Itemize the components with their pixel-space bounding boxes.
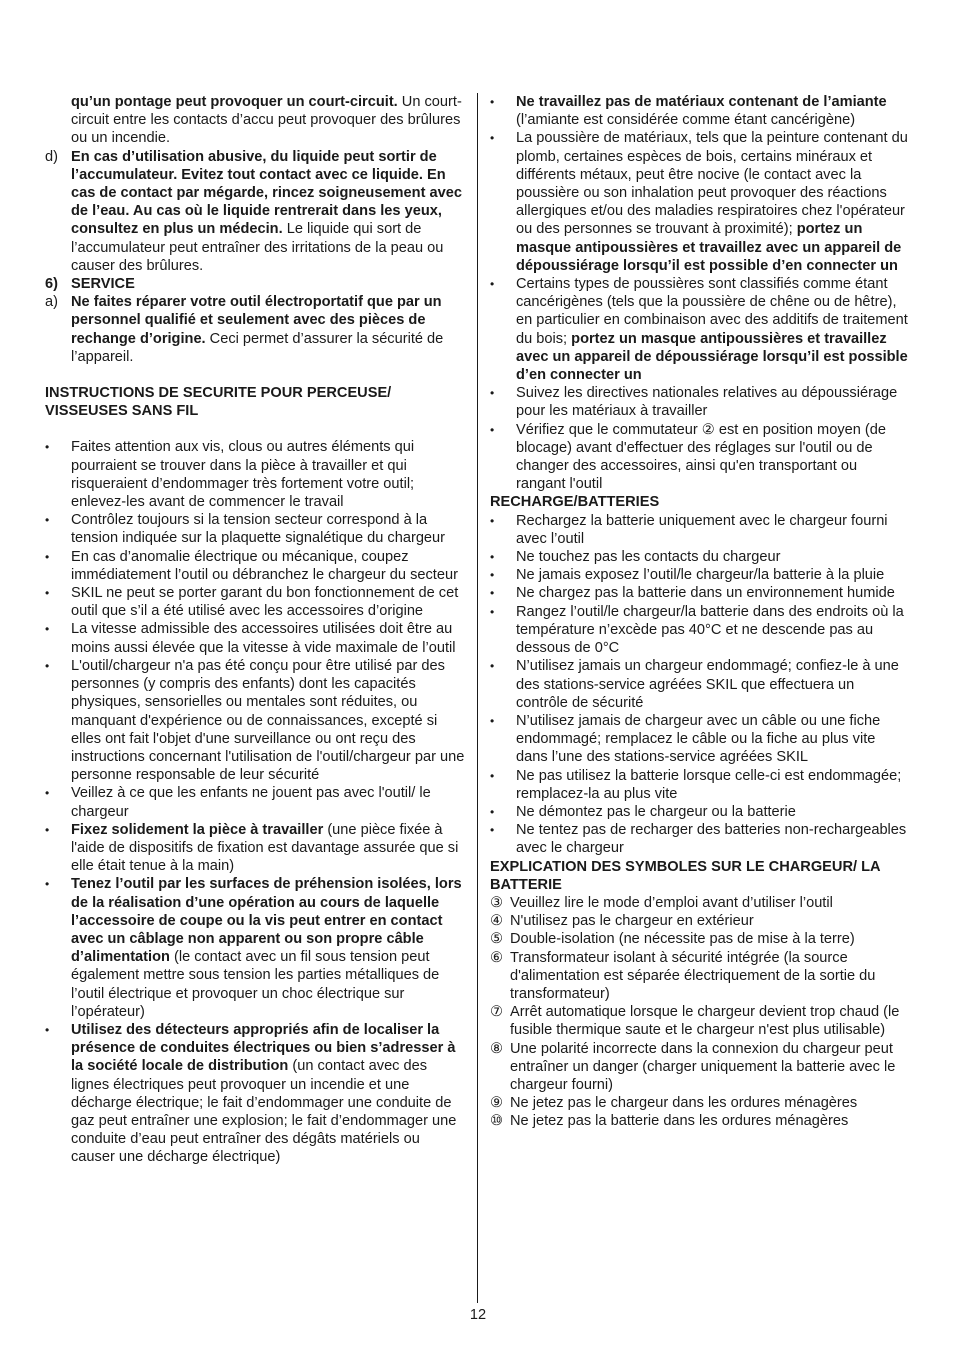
bullet-marker: •: [490, 823, 495, 838]
bullet-item: • Rechargez la batterie uniquement avec le chargeur fourni avec l’outil: [490, 512, 888, 547]
symbol-item: ④ N'utilisez pas le chargeur en extérieur: [490, 913, 754, 930]
bullet-item: • Rangez l’outil/le chargeur/la batterie dans des endroits où la température n’excède pas 40°C et ne descende pas au dessous de 0°C: [490, 603, 904, 657]
bullet-item: • Ne touchez pas les contacts du chargeur: [490, 549, 781, 566]
symbol-item: ⑥ Transformateur isolant à sécurité intégrée (la source d'alimentation est séparée électriquement de la sortie du transformateur): [490, 949, 876, 1002]
bullet-marker: •: [45, 1022, 50, 1037]
bullet-marker: •: [45, 877, 50, 892]
bullet-item: • Ne démontez pas le chargeur ou la batterie: [490, 803, 796, 820]
bullet-marker: •: [490, 386, 495, 401]
bullet-marker: •: [45, 513, 50, 528]
bullet-item: • Vérifiez que le commutateur ② est en position moyen (de blocage) avant d'effectuer des réglages sur l'outil ou de changer des accessoires, ainsi qu'en transportant ou rangant l'outil: [490, 421, 887, 493]
section-heading: INSTRUCTIONS DE SECURITE POUR PERCEUSE/ VISSEUSES SANS FIL: [45, 385, 392, 420]
bullet-item: • N’utilisez jamais de chargeur avec un câble ou une fiche endommagé; remplacez le câble ou la fiche au plus vite dans l’une des stations-service agréées SKIL: [490, 712, 881, 766]
bullet-marker: •: [490, 586, 495, 601]
symbols-list: [490, 894, 910, 1131]
bullet-item: • Certains types de poussières sont classifiés comme étant cancérigènes (tels que la poussière de chêne ou de hêtre), en particulier en combinaison avec des additifs de traitement du bois; portez un masque antipoussières et travaillez avec un appareil de dépoussiérage lorsqu’il est possible d’en connecter un: [490, 276, 908, 384]
bullet-marker: •: [45, 622, 50, 637]
bullet-item: • SKIL ne peut se porter garant du bon fonctionnement de cet outil que s’il a été utilisé avec les accessoires d’origine: [45, 585, 459, 620]
bullet-item: • Ne travaillez pas de matériaux contenant de l’amiante (l’amiante est considérée comme étant cancérigène): [490, 94, 887, 129]
bullet-marker: •: [490, 768, 495, 783]
bullet-item: • Contrôlez toujours si la tension secteur correspond à la tension indiquée sur la plaquette signalétique du chargeur: [45, 512, 446, 547]
bullet-item: • La vitesse admissible des accessoires utilisées doit être au moins aussi élevée que la vitesse à vide maximale de l’outil: [45, 621, 456, 656]
bullet-item: • Veillez à ce que les enfants ne jouent pas avec l'outil/ le chargeur: [45, 785, 431, 820]
bullet-item: • L'outil/chargeur n'a pas été conçu pour être utilisé par des personnes (y compris des enfants) dont les capacités physiques, sensorielles ou mentales sont réduites, ou manquant d'expérience ou de connaissances, excepté si elles ont fait l'objet d'une surveillance ou ont reçu des instructions concernant l'utilisation de l'outil/chargeur par une personne responsable de leur sécurité: [45, 657, 465, 784]
bullet-marker: •: [490, 131, 495, 146]
bullet-marker: •: [490, 804, 495, 819]
bullet-marker: •: [45, 549, 50, 564]
bullet-marker: •: [45, 440, 50, 455]
symbol-number: ⑩: [490, 1113, 504, 1130]
bullet-item: • N’utilisez jamais un chargeur endommagé; confiez-le à une des stations-service agréées SKIL que effectuera un contrôle de sécurité: [490, 658, 899, 711]
item-d: d) En cas d’utilisation abusive, du liquide peut sortir de l’accumulateur. Evitez tout contact avec ce liquide. En cas de contact par mégarde, rincez soigneusement avec de l’eau. Au cas où le liquide rentrerait dans les yeux, consultez en plus un médecin. Le liquide qui sort de l’accumulateur peut entraîner des irritations de la peau ou causer des brûlures.: [45, 148, 462, 274]
bullet-item: • En cas d’anomalie électrique ou mécanique, coupez immédiatement l’outil ou débranchez le chargeur du secteur: [45, 548, 458, 583]
symbol-item: ⑤ Double-isolation (ne nécessite pas de mise à la terre): [490, 931, 855, 948]
page-number: 12: [469, 1307, 487, 1323]
bullet-item: • Fixez solidement la pièce à travailler (une pièce fixée à l'aide de dispositifs de fixation est davantage assurée que si elle était tenue à la main): [45, 821, 459, 875]
bullet-marker: •: [490, 568, 495, 583]
symbol-number: ⑥: [490, 949, 504, 966]
symbol-number: ③: [490, 894, 504, 911]
bullet-marker: •: [490, 513, 495, 528]
bullet-marker: •: [45, 822, 50, 837]
bullet-item: • Utilisez des détecteurs appropriés afin de localiser la présence de conduites électriques ou bien s’adresser à la société locale de distribution (un contact avec des lignes électriques peut provoquer un incendie et une décharge électrique; le fait d’endommager une conduite de gaz peut entraîner une explosion; le fait d’endommager une conduite d’eau peut entraîner des dégâts matériels ou causer une décharge électrique): [45, 1021, 457, 1166]
bullet-marker: •: [490, 713, 495, 728]
symbol-item: ③ Veuillez lire le mode d’emploi avant d’utiliser l’outil: [490, 894, 833, 911]
bullet-marker: •: [490, 550, 495, 565]
symbol-item: ⑧ Une polarité incorrecte dans la connexion du chargeur peut entraîner un danger (charger uniquement la batterie avec le chargeur fourni): [490, 1040, 896, 1093]
symbol-number: ⑦: [490, 1004, 504, 1021]
bullet-marker: •: [45, 658, 50, 673]
left-column: [45, 93, 465, 1167]
bullet-item: • La poussière de matériaux, tels que la peinture contenant du plomb, certaines espèces de bois, certains minéraux et différents métaux, peut être nocive (le contact avec la poussière ou son inhalation peut provoquer des réactions allergiques et/ou des maladies respiratoires chez l'opérateur ou des personnes se trouvant à proximité); portez un masque antipoussières et travaillez avec un appareil de dépoussiérage lorsqu’il est possible d’en connecter un: [490, 130, 908, 274]
column-divider: [477, 93, 478, 1303]
bullet-item: • Faites attention aux vis, clous ou autres éléments qui pourraient se trouver dans la pièce à travailler et qui risqueraient d’endommager très fortement votre outil; enlevez-les avant de commencer le travail: [45, 439, 415, 511]
symbol-item: ⑨ Ne jetez pas le chargeur dans les ordures ménagères: [490, 1095, 858, 1112]
bullet-item: • Ne tentez pas de recharger des batteries non-rechargeables avec le chargeur: [490, 822, 907, 857]
bullet-item: • Ne jamais exposez l’outil/le chargeur/la batterie à la pluie: [490, 567, 885, 584]
bullet-item: • Suivez les directives nationales relatives au dépoussiérage pour les matériaux à travailler: [490, 385, 898, 420]
bullet-marker: •: [490, 422, 495, 437]
bullet-item: • Ne pas utilisez la batterie lorsque celle-ci est endommagée; remplacez-la au plus vite: [490, 767, 902, 802]
bullet-list: [45, 438, 465, 1166]
bullet-list: [490, 93, 910, 493]
bullet-item: • Ne chargez pas la batterie dans un environnement humide: [490, 585, 895, 602]
symbol-number: ④: [490, 913, 504, 930]
bullet-marker: •: [490, 659, 495, 674]
recharge-heading: RECHARGE/BATTERIES: [490, 494, 660, 511]
symbol-number: ⑨: [490, 1095, 504, 1112]
bullet-item: • Tenez l’outil par les surfaces de préhension isolées, lors de la réalisation d’une opération au cours de laquelle l’accessoire de coupe ou la vis peut entrer en contact avec un câblage non apparent ou son propre câble d’alimentation (le contact avec un fil sous tension peut également mettre sous tension les parties métalliques de l’outil électrique et provoquer un choc électrique sur l’opérateur): [45, 876, 462, 1020]
bullet-marker: •: [490, 604, 495, 619]
section-service: 6) SERVICE: [45, 276, 135, 293]
bullet-marker: •: [45, 786, 50, 801]
paragraph-continued: qu’un pontage peut provoquer un court-circuit. Un court-circuit entre les contacts d’accu peut provoquer des brûlures ou un incendie.: [71, 94, 462, 147]
symbol-number: ⑤: [490, 931, 504, 948]
recharge-list: [490, 512, 910, 858]
bullet-marker: •: [490, 95, 495, 109]
symbol-number: ⑧: [490, 1040, 504, 1057]
symbols-heading: EXPLICATION DES SYMBOLES SUR LE CHARGEUR/ LA BATTERIE: [490, 858, 881, 893]
symbol-item: ⑦ Arrêt automatique lorsque le chargeur devient trop chaud (le fusible thermique saute et le chargeur n'est plus utilisable): [490, 1004, 900, 1039]
bullet-marker: •: [490, 277, 495, 292]
symbol-item: ⑩ Ne jetez pas la batterie dans les ordures ménagères: [490, 1113, 849, 1130]
bullet-marker: •: [45, 586, 50, 601]
item-a: a) Ne faites réparer votre outil électroportatif que par un personnel qualifié et seulement avec des pièces de rechange d’origine. Ceci permet d’assurer la sécurité de l’appareil.: [45, 294, 444, 365]
right-column: [490, 93, 910, 1131]
